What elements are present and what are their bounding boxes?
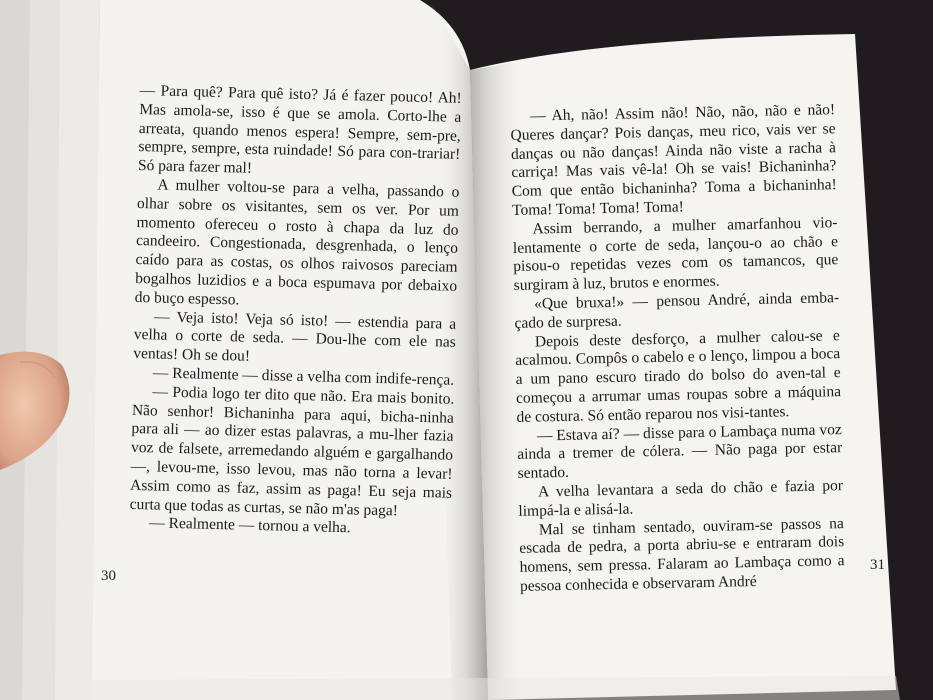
paragraph: — Podia logo ter dito que não. Era mais bonito. Não senhor! Bichaninha para aqui, bicha-ninha para ali — ao dizer estas palavras, a mu-lher fazia voz de falsete, arremedando alguém e gargalhando —, levou-me, isso levou, mas não torna a levar! Assim como as faz, assim as paga! Eu seja mais curta que todas as curtas, se não m'as paga! bbox=[129, 383, 455, 519]
paragraph: A velha levantara a seda do chão e fazia por limpá-la e alisá-la. bbox=[518, 477, 844, 520]
paragraph: A mulher voltou-se para a velha, passando o olhar sobre os visitantes, sem os ver. Por um momento ofereceu o rosto à chapa da luz do candeeiro. Congestionada, desgrenhada, o lenço caído para as costas, os olhos raivosos pareciam bogalhos luzidios e a boca espumava por debaixo do buço espesso. bbox=[134, 176, 460, 309]
paragraph: — Estava aí? — disse para o Lambaça numa voz ainda a tremer de cólera. — Não paga por estar sentado. bbox=[517, 420, 843, 483]
paragraph: Depois deste desforço, a mulher calou-se e acalmou. Compôs o cabelo e o lenço, limpou a boca a um pano escuro tirado do bolso do aven-tal e começou a arrumar umas roupas sobre a máquina de costura. Só então reparou nos visi-tantes. bbox=[515, 326, 842, 426]
paragraph: «Que bruxa!» — pensou André, ainda emba-çado de surpresa. bbox=[514, 289, 840, 332]
left-page-text bbox=[129, 82, 462, 541]
right-page-number: 31 bbox=[870, 557, 885, 573]
paragraph: — Realmente — disse a velha com indife-rença. bbox=[152, 364, 455, 389]
paragraph: — Ah, não! Assim não! Não, não, não e não! Queres dançar? Pois danças, meu rico, vais ver se danças ou não danças! Ainda não viste a racha à carriça! Mas vais vê-la! Oh se vais! Bichaninha? Com que então bichaninha? Toma a bichaninha! Toma! Toma! Toma! Toma! bbox=[510, 101, 837, 219]
paragraph: Mal se tinham sentado, ouviram-se passos na escada de pedra, a porta abriu-se e entraram dois homens, sem pressa. Falaram ao Lambaça como a pessoa conhecida e observaram André bbox=[519, 514, 845, 595]
paragraph: Assim berrando, a mulher amarfanhou vio-lentamente o corte de seda, lançou-o ao chão e pisou-o repetidas vezes com os tamancos, que surgiram à luz, brutos e enormes. bbox=[512, 213, 839, 295]
paragraph: — Veja isto! Veja só isto! — estendia para a velha o corte de seda. — Dou-lhe com ele nas ventas! Oh se dou! bbox=[133, 307, 457, 365]
paragraph: — Realmente — tornou a velha. bbox=[149, 514, 351, 537]
page-edges bbox=[0, 0, 100, 700]
right-page-text bbox=[510, 101, 845, 596]
left-page-number: 30 bbox=[101, 568, 116, 584]
paragraph: — Para quê? Para quê isto? Já é fazer pouco! Ah! Mas amola-se, isso é que se amola. Corto-lhe a arreata, quando menos espera! Sempre, sem-pre, sempre, sempre, esta ruindade! Só para con-trariar! Só para fazer mal! bbox=[137, 82, 462, 177]
